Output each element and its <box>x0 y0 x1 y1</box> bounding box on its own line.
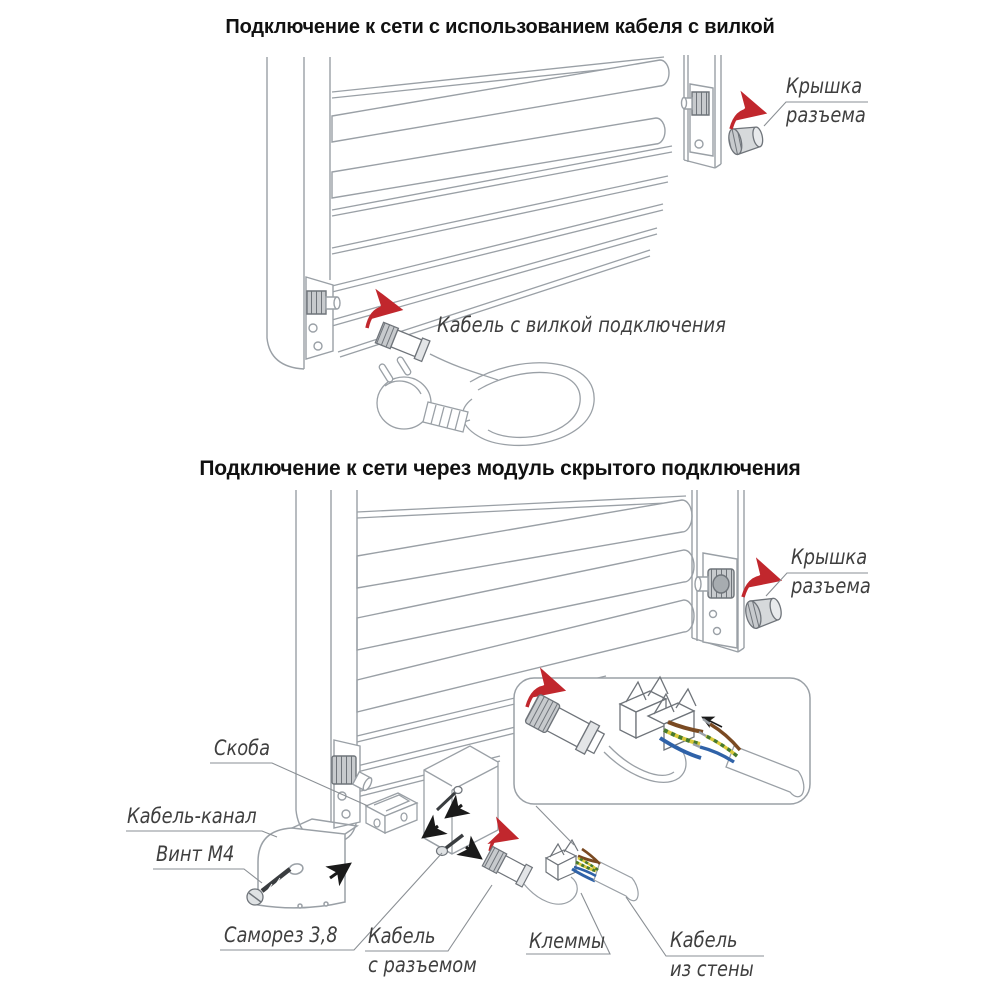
label-cable-from-wall <box>670 926 754 984</box>
diagram-concealed-connection <box>126 490 868 956</box>
socket-fitting <box>682 92 710 115</box>
inset-detail-box <box>514 677 810 845</box>
label-connector-cover-bottom <box>791 543 871 601</box>
label-connector-cover-top <box>786 72 866 130</box>
socket-fitting <box>695 569 734 598</box>
leader-line <box>536 806 574 845</box>
label-line: с разъемом <box>368 953 477 977</box>
euro-plug <box>377 356 468 432</box>
label-line: Крышка <box>786 74 863 98</box>
label-line: Кабель <box>670 928 738 952</box>
section-title-plug-connection: Подключение к сети с использованием кабеля с вилкой <box>225 16 775 38</box>
right-post-bottom <box>692 490 744 652</box>
rotate-arrow-icon <box>731 110 757 129</box>
label-line: Кабель-канал <box>127 804 257 828</box>
label-line: Винт М4 <box>156 842 235 866</box>
post-connector-fitting <box>307 291 340 314</box>
label-cable-with-plug <box>437 311 726 340</box>
cable-with-connector-small <box>482 835 638 904</box>
left-post-top <box>267 57 340 369</box>
label-bracket <box>214 734 270 763</box>
label-line: разъема <box>786 103 866 127</box>
label-self-tapping-screw <box>224 921 338 950</box>
section-title-concealed-connection: Подключение к сети через модуль скрытого подключения <box>199 457 801 480</box>
label-line: Клеммы <box>529 929 606 953</box>
label-line: Скоба <box>214 736 271 760</box>
right-post-top <box>682 55 722 168</box>
label-line: разъема <box>791 574 871 598</box>
label-line: Саморез 3,8 <box>224 923 338 947</box>
terminal-clamps-small <box>546 840 578 880</box>
cable-channel-cover <box>258 819 357 908</box>
label-cable-channel <box>127 802 257 831</box>
bracket-part <box>366 793 417 833</box>
label-line: Кабель <box>368 924 436 948</box>
diagram-plug-connection <box>267 55 868 445</box>
label-screw-m4 <box>156 840 234 869</box>
cable-connector-plug <box>375 322 430 361</box>
label-line: Кабель с вилкой подключения <box>437 313 726 337</box>
connector-cover-cap-bottom <box>743 594 784 630</box>
label-terminals <box>529 927 605 956</box>
label-line: Крышка <box>791 545 868 569</box>
label-line: из стены <box>670 957 754 981</box>
label-cable-with-connector <box>368 922 477 980</box>
